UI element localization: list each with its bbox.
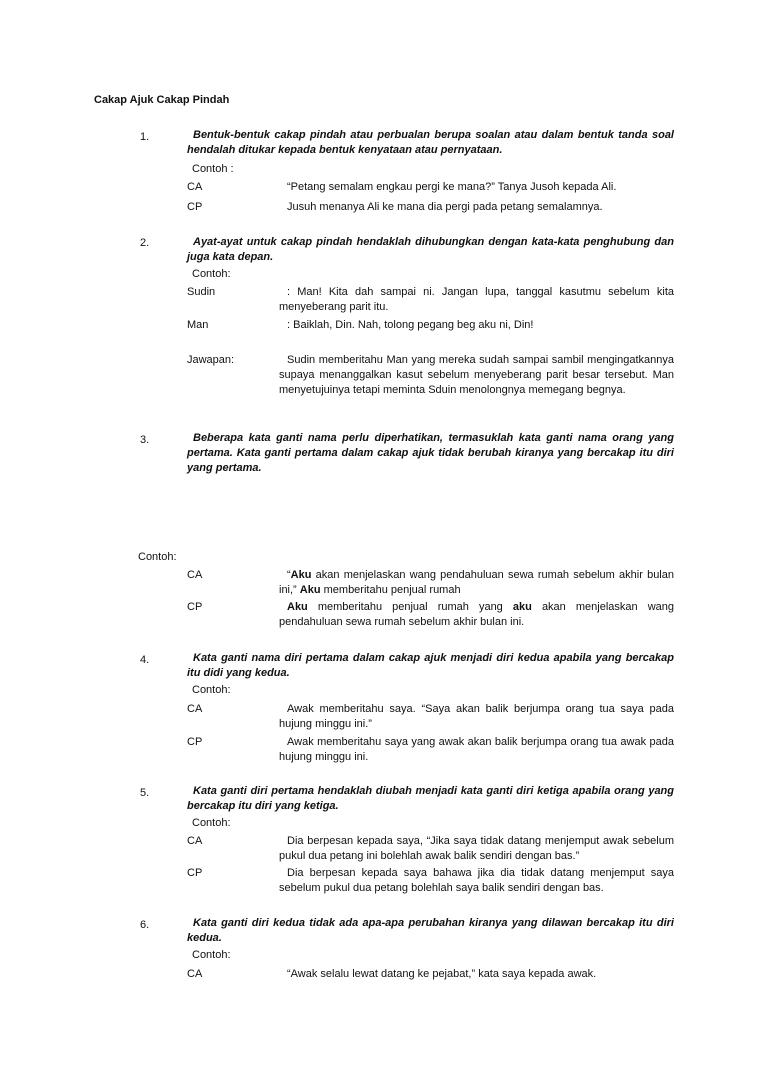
section-number: 3. <box>140 434 150 446</box>
example-label: Contoh: <box>192 949 231 961</box>
example-text <box>279 600 674 630</box>
example-text-content: “Aku akan menjelaskan wang pendahuluan sewa rumah sebelum akhir bulan ini,” Aku memberitahu penjual rumah <box>279 569 674 596</box>
example-text-content: Sudin memberitahu Man yang mereka sudah sampai sambil mengingatkannya supaya menanggalkan kasut sebelum menyeberang parit besar tersebut. Man menyetujuinya tetapi meminta Sduin menolongnya memegang begnya. <box>279 354 674 396</box>
example-text <box>279 318 674 333</box>
emphasis-text: Aku <box>299 584 321 596</box>
example-text-content: Awak memberitahu saya. “Saya akan balik berjumpa orang tua saya pada hujung minggu ini.” <box>279 703 674 730</box>
example-text <box>279 353 674 398</box>
example-label: Contoh: <box>192 684 231 696</box>
example-text-content: Dia berpesan kepada saya, “Jika saya tidak datang menjemput awak sebelum pukul dua petang ini bolehlah awak balik sendiri dengan bas.” <box>279 835 674 862</box>
example-text-content: Jusuh menanya Ali ke mana dia pergi pada petang semalamnya. <box>287 201 603 213</box>
speaker-label: CP <box>187 601 203 613</box>
emphasis-text: aku <box>512 601 532 613</box>
heading-text: Bentuk-bentuk cakap pindah atau perbualan berupa soalan atau dalam bentuk tanda soal hendalah ditukar kepada bentuk kenyataan atau pernyataan. <box>187 129 674 156</box>
speaker-label: CA <box>187 181 203 193</box>
example-text-content: : Baiklah, Din. Nah, tolong pegang beg aku ni, Din! <box>287 319 534 331</box>
section-number: 2. <box>140 237 150 249</box>
example-text-part: akan menjelaskan wang pendahuluan sewa rumah sebelum akhir bulan ini. <box>279 601 675 628</box>
example-label: Contoh : <box>192 163 234 175</box>
section-number: 5. <box>140 787 150 799</box>
example-label: Contoh: <box>192 817 231 829</box>
example-text <box>279 834 674 864</box>
example-text <box>279 735 674 765</box>
section-number: 6. <box>140 919 150 931</box>
heading-text: Kata ganti nama diri pertama dalam cakap ajuk menjadi diri kedua apabila yang bercakap itu didi yang kedua. <box>187 652 674 679</box>
example-text <box>279 702 674 732</box>
example-text-content: Dia berpesan kepada saya bahawa jika dia tidak datang menjemput saya sebelum pukul dua petang bolehlah saya balik sendiri dengan bas. <box>279 867 674 894</box>
example-text-part: akan menjelaskan wang pendahuluan sewa rumah sebelum akhir bulan ini,” <box>279 569 674 596</box>
example-text-content: “Awak selalu lewat datang ke pejabat,” kata saya kepada awak. <box>287 968 597 980</box>
example-text-content <box>279 601 674 628</box>
example-text <box>279 866 674 896</box>
example-text <box>279 180 674 195</box>
speaker-label: CA <box>187 703 203 715</box>
example-text <box>279 285 674 315</box>
example-text-part: memberitahu penjual rumah <box>320 584 461 596</box>
emphasis-text: Aku <box>290 569 312 581</box>
section-heading <box>187 784 674 814</box>
speaker-label: Man <box>187 319 209 331</box>
section-heading <box>187 916 674 946</box>
heading-text: Ayat-ayat untuk cakap pindah hendaklah dihubungkan dengan kata-kata penghubung dan juga kata depan. <box>187 236 674 263</box>
section-heading <box>187 235 674 265</box>
section-heading <box>187 128 674 158</box>
emphasis-text: Aku <box>287 601 308 613</box>
section-number: 1. <box>140 131 150 143</box>
example-label: Contoh: <box>192 268 231 280</box>
page-title: Cakap Ajuk Cakap Pindah <box>94 94 230 106</box>
speaker-label: CA <box>187 968 203 980</box>
example-label: Contoh: <box>138 551 177 563</box>
section-heading <box>187 651 674 681</box>
heading-text: Kata ganti diri pertama hendaklah diubah menjadi kata ganti diri ketiga apabila orang yang bercakap itu diri yang ketiga. <box>187 785 674 812</box>
example-text-content: Awak memberitahu saya yang awak akan balik berjumpa orang tua awak pada hujung minggu ini. <box>279 736 674 763</box>
section-number: 4. <box>140 654 150 666</box>
heading-text: Kata ganti diri kedua tidak ada apa-apa perubahan kiranya yang dilawan bercakap itu diri kedua. <box>187 917 674 944</box>
example-text <box>279 568 674 598</box>
section-heading <box>187 431 674 476</box>
speaker-label: CP <box>187 736 203 748</box>
example-text <box>279 200 674 215</box>
speaker-label: CP <box>187 867 203 879</box>
speaker-label: CP <box>187 201 203 213</box>
speaker-label: Sudin <box>187 286 216 298</box>
example-text <box>279 967 674 982</box>
heading-text: Beberapa kata ganti nama perlu diperhatikan, termasuklah kata ganti nama orang yang pertama. Kata ganti pertama dalam cakap ajuk tidak berubah kiranya yang bercakap itu diri yang pertama. <box>187 432 674 474</box>
speaker-label: CA <box>187 835 203 847</box>
speaker-label: Jawapan: <box>187 354 235 366</box>
example-text-part: memberitahu penjual rumah yang <box>307 601 513 613</box>
example-text-content: “Petang semalam engkau pergi ke mana?” Tanya Jusoh kepada Ali. <box>287 181 617 193</box>
speaker-label: CA <box>187 569 203 581</box>
example-text-content: : Man! Kita dah sampai ni. Jangan lupa, tanggal kasutmu sebelum kita menyeberang parit itu. <box>279 286 674 313</box>
